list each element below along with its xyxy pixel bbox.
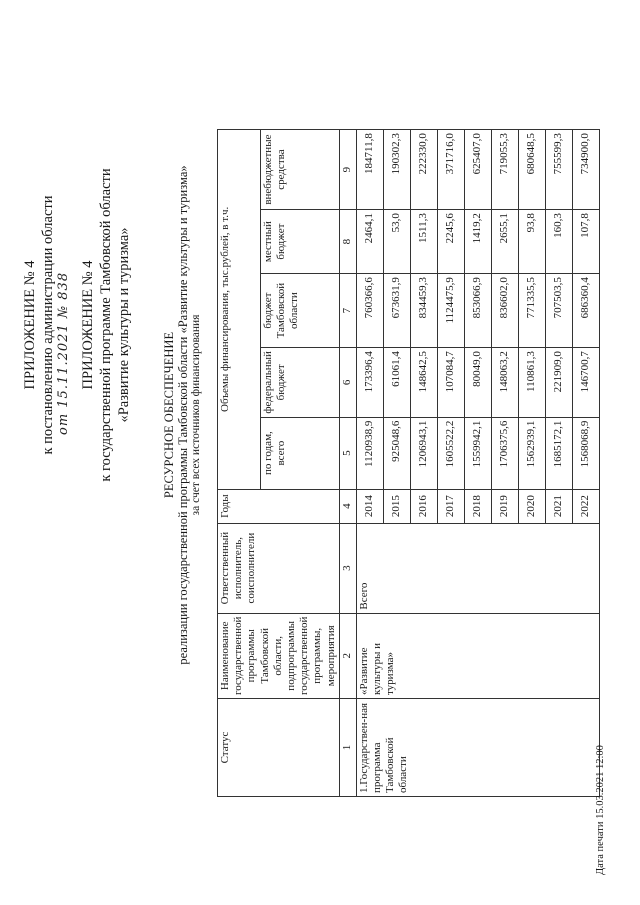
table-row [356,130,383,797]
col-number: 5 [339,417,356,489]
local-cell: 2655,1 [491,210,518,274]
status-cell: 1.Государствен-ная программа Тамбовской области [356,699,599,797]
col-number: 2 [339,613,356,698]
year-cell: 2014 [356,489,383,523]
local-cell: 160,3 [545,210,572,274]
year-cell: 2016 [410,489,437,523]
year-cell: 2015 [383,489,410,523]
regional-cell: 673631,9 [383,274,410,348]
regional-cell: 834459,3 [410,274,437,348]
col-number: 9 [339,130,356,210]
document-title: РЕСУРСНОЕ ОБЕСПЕЧЕНИЕ [162,331,176,499]
federal-cell: 221909,0 [545,348,572,418]
federal-cell: 61061,4 [383,348,410,418]
total-cell: 925048,6 [383,417,410,489]
col-number: 3 [339,523,356,613]
appendix-heading: ПРИЛОЖЕНИЕ № 4 [22,260,38,390]
local-cell: 2464,1 [356,210,383,274]
col-number: 1 [339,699,356,797]
document-subtitle: реализации государственной программы Тамбовской области «Развитие культуры и туризма» [176,165,190,665]
extra-cell: 222330,0 [410,130,437,210]
total-cell: 1206943,1 [410,417,437,489]
federal-cell: 107084,7 [437,348,464,418]
extra-cell: 190302,3 [383,130,410,210]
program-reference: к государственной программе Тамбовской области [98,168,114,482]
year-cell: 2018 [464,489,491,523]
header-extra: внебюджетные средства [261,130,340,210]
header-name: Наименование государственной программы Тамбовской области, подпрограммы государственной программы, мероприятия [218,613,340,698]
total-cell: 1120938,9 [356,417,383,489]
total-cell: 1706375,6 [491,417,518,489]
local-cell: 93,8 [518,210,545,274]
executor-cell: Всего [356,523,599,613]
extra-cell: 719055,3 [491,130,518,210]
extra-cell: 680648,5 [518,130,545,210]
regional-cell: 1124475,9 [437,274,464,348]
local-cell: 2245,6 [437,210,464,274]
extra-cell: 184711,8 [356,130,383,210]
regional-cell: 836602,0 [491,274,518,348]
header-executor: Ответственный исполнитель, соисполнители [218,523,340,613]
year-cell: 2022 [572,489,599,523]
header-volume: Объемы финансирования, тыс.рублей, в т.ч. [218,130,261,490]
extra-cell: 755599,3 [545,130,572,210]
local-cell: 53,0 [383,210,410,274]
handwritten-date-number: от 15.11.2021 № 838 [56,271,71,435]
total-cell: 1559942,1 [464,417,491,489]
total-cell: 1605522,2 [437,417,464,489]
total-cell: 1685172,1 [545,417,572,489]
federal-cell: 148642,5 [410,348,437,418]
regional-cell: 760366,6 [356,274,383,348]
total-cell: 1568068,9 [572,417,599,489]
federal-cell: 146700,7 [572,348,599,418]
federal-cell: 173396,4 [356,348,383,418]
regional-cell: 686360,4 [572,274,599,348]
federal-cell: 110861,3 [518,348,545,418]
year-cell: 2020 [518,489,545,523]
federal-cell: 148063,2 [491,348,518,418]
print-date: Дата печати 15.03.2021 12:00 [595,745,606,875]
document-subtitle-sources: за счет всех источников финансирования [190,314,202,516]
local-cell: 107,8 [572,210,599,274]
year-cell: 2017 [437,489,464,523]
regional-cell: 853066,9 [464,274,491,348]
local-cell: 1419,2 [464,210,491,274]
year-cell: 2021 [545,489,572,523]
col-number: 4 [339,489,356,523]
resource-table [217,129,600,797]
extra-cell: 371716,0 [437,130,464,210]
program-name-cell: «Развитие культуры и туризма» [356,613,599,698]
regional-cell: 707503,5 [545,274,572,348]
local-cell: 1511,3 [410,210,437,274]
year-cell: 2019 [491,489,518,523]
program-name: «Развитие культуры и туризма» [116,227,132,423]
header-total: по годам, всего [261,417,340,489]
col-number: 6 [339,348,356,418]
decree-reference: к постановлению администрации области [40,195,56,455]
header-years: Годы [218,489,340,523]
regional-cell: 771335,5 [518,274,545,348]
header-regional: бюджет Тамбовской области [261,274,340,348]
col-number: 8 [339,210,356,274]
col-number: 7 [339,274,356,348]
total-cell: 1562939,1 [518,417,545,489]
federal-cell: 80049,0 [464,348,491,418]
extra-cell: 625407,0 [464,130,491,210]
header-status: Статус [218,699,340,797]
program-appendix-heading: ПРИЛОЖЕНИЕ № 4 [80,260,96,390]
header-federal: федеральный бюджет [261,348,340,418]
extra-cell: 734900,0 [572,130,599,210]
header-local: местный бюджет [261,210,340,274]
